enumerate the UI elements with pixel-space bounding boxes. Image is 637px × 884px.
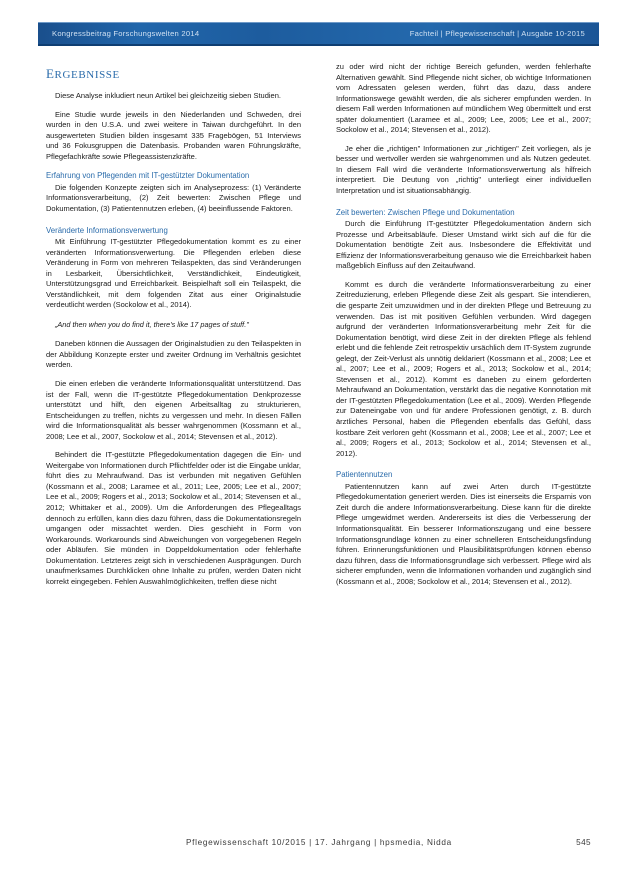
left-column [46,62,301,822]
header-congress-label: Kongressbeitrag Forschungswelten 2014 [52,29,200,38]
paragraph: Eine Studie wurde jeweils in den Niederlanden und Schweden, drei wurden in den U.S.A. und zwei weitere in Taiwan durchgeführt. In den ausgewerteten Studien bilden insgesamt 335 Fragebögen, 51 Interviews und 36 Fokusgruppen die Datenbasis. Probanden waren Führungskräfte, Pflegefachkräfte sowie Pflegeassistenzkräfte. [46,109,301,161]
subheading-veraenderte-informationsverwertung: Veränderte Informationsverwertung [46,225,168,235]
paragraph: Diese Analyse inkludiert neun Artikel bei gleichzeitig sieben Studien. [55,91,281,100]
paragraph: Patientennutzen kann auf zwei Arten durch IT-gestützte Pflegedokumentation generiert werden. Dies ist einerseits die Ersparnis von Zeit durch die andere Informationsverarbeitung. Diese kann für die direkte Pflege umgewidmet werden. Andererseits ist dies die Verbesserung der Informationsqualität. Ein besserer Informationszugang und eine bessere Informationsgrundlage können zu einer schnelleren Entscheidungsfindung führen. Erinnerungsfunktionen und Plausibilitätsprüfungen können ebenso dazu führen, dass die Informationsgrundlage sich verbessert. Pflege wird als sicherer empfunden, wenn die Informationen vorhanden und zugänglich sind (Kossmann et al., 2008; Sockolow et al., 2014; Stevensen et al., 2012). [336,481,591,586]
subheading-erfahrung-pflegende-it: Erfahrung von Pflegenden mit IT-gestützter Dokumentation [46,171,250,181]
paragraph: Mit Einführung IT-gestützter Pflegedokumentation kommt es zu einer veränderten Informationsverwertung. Die Pflegenden erleben diese Veränderung in Form von mehreren Teilaspekten, das sind Veränderungen in Lesbarkeit, Übersichtlichkeit, Verständlichkeit, Eindeutigkeit, Unterstützungsgrad und Erreichbarkeit. Beispielhaft soll ein Teilaspekt, die Verständlichkeit, mit dem folgenden Zitat aus einer Originalstudie verdeutlicht werden (Sockolow et al., 2014). [46,237,301,310]
block-quote: „And then when you do find it, there's like 17 pages of stuff." [55,319,249,329]
paragraph: Die einen erleben die veränderte Informationsqualität unterstützend. Das ist der Fall, wenn die IT-gestützte Pflegedokumentation Denkprozesse unterstützt und hilft, den eigenen Arbeitsalltag zu strukturieren, Entscheidungen zu treffen, nichts zu vergessen und mehr. In diesen Fällen wird die Informationsqualität als besser wahrgenommen (Kossmann et al., 2008; Lee et al., 2007, Sockolow et al., 2014; Stevensen et al., 2012). [46,378,301,441]
paragraph: zu oder wird nicht der richtige Bereich gefunden, werden fehlerhafte Alternativen gewählt. Sind Pflegende nicht sicher, ob wichtige Informationen vom Adressaten gelesen werden, führt das dazu, dass andere Informationswege gewählt werden, die als sicherer empfunden werden. In diesem Fall werden Informationen auf mündlichem Weg übermittelt und erst später dokumentiert (Laramee et al., 2009; Lee, 2005; Lee et al., 2007; Sockolow et al., 2014; Stevensen et al., 2012). [336,62,591,135]
footer-journal-info: Pflegewissenschaft 10/2015 | 17. Jahrgang | hpsmedia, Nidda [186,838,452,847]
running-header-bar [38,22,599,46]
subheading-zeit-bewerten: Zeit bewerten: Zwischen Pflege und Dokumentation [336,207,515,217]
paragraph: Durch die Einführung IT-gestützter Pflegedokumentation ändern sich Prozesse und Arbeitsabläufe. Dieser Umstand wirkt sich auf die für die Dokumentation benötigte Zeit aus. Insbesondere die Effektivität und Effizienz der Informationsverarbeitung genauso wie die Erreichbarkeit haben maßgeblich Einfluss auf den Zeitaufwand. [336,219,591,271]
section-title-ergebnisse: ergebnisse [46,62,120,83]
right-column [336,62,591,822]
footer-page-number: 545 [576,838,591,847]
page-footer [46,838,591,847]
paragraph: Die folgenden Konzepte zeigten sich im Analyseprozess: (1) Veränderte Informationsverarbeitung, (2) Zeit bewerten: Zwischen Pflege und Dokumentation, (3) Patientennutzen erleben, (4) beeinflussende Faktoren. [46,182,301,213]
paragraph: Behindert die IT-gestützte Pflegedokumentation dagegen die Ein- und Weitergabe von Informationen durch Pflichtfelder oder ist die Eingabe unklar, führt dies zu Mehraufwand. Das ist verbunden mit negativen Gefühlen (Kossmann et al., 2008; Laramee et al., 2011; Lee, 2005; Lee et al., 2007; Lee et al., 2009; Rogers et al., 2013; Sockolow et al., 2014; Stevensen et al., 2012; Whittaker et al., 2009). Um die Anforderungen des Pflegealltags dennoch zu erfüllen, kann dies dazu führen, dass die Dokumentationsregeln umgangen oder missachtet werden. Dies geschieht in Form von Workarounds. Workarounds sind Abweichungen von vorgegebenen Regeln oder Abläufen. Sie münden in Doppeldokumentation oder fehlerhafte Dokumentation. Letzteres zeigt sich in verschiedenen Ausprägungen. Durch unaufmerksames Durchklicken ohne Inhalte zu prüfen, werden Daten nicht korrekt eingegeben. Fehlen Auswahlmöglichkeiten, treffen diese nicht [46,450,302,586]
two-column-body [46,62,591,822]
paragraph: Daneben können die Aussagen der Originalstudien zu den Teilaspekten in der Abbildung Konzepte erster und zweiter Ordnung im Verhältnis gesichtet werden. [46,339,301,370]
subheading-patientennutzen: Patientennutzen [336,470,393,480]
paragraph: Je eher die „richtigen" Informationen zur „richtigen" Zeit vorliegen, als je besser und wertvoller werden sie wahrgenommen und als Nutzen gedeutet. In diesem Fall wird die veränderte Informationsverwertung als hilfreich interpretiert. Die Deutung von „richtig" unterliegt einer individuellen Interpretation und ist situationsabhängig. [336,143,591,196]
header-issue-label: Fachteil | Pflegewissenschaft | Ausgabe 10-2015 [409,29,585,38]
paragraph: Kommt es durch die veränderte Informationsverarbeitung zu einer Zeitreduzierung, erleben Pflegende diese Zeit als gespart. Sie intendieren, die gesparte Zeit umzuwidmen und in der direkten Pflege und Betreuung zu verwenden. Das ist mit positiven Gefühlen verbunden. Wird dagegen aufgrund der veränderten Informationsverarbeitung mehr Zeit für die Dokumentation benötigt, wird diese Zeit in der direkten Pflege als fehlend erlebt und die fehlende Zeit retrospektiv ursächlich dem IT-System zugrunde gelegt, der Zeit-Verlust als unnötig deklariert (Kossmann et al., 2008; Lee et al., 2007; Lee et al., 2009; Rogers et al., 2013; Sockolow et al., 2014; Stevensen et al., 2012). Kommt es daneben zu einem geforderten Mehraufwand an Dokumentation, verstärkt das die negative Konnotation mit der IT-gestützten Pflegedokumentation (Lee et al., 2009). Werden Pflegende zur Dateneingabe von und für andere Professionen genötigt, z. B. durch ärztliches Personal, haben die Pflegenden ebenfalls das Gefühl, dass kostbare Zeit verloren geht (Kossmann et al., 2008; Lee et al., 2007; Lee et al., 2009; Rogers et al., 2013; Sockolow et al., 2014; Stevensen et al., 2012). [336,279,591,458]
